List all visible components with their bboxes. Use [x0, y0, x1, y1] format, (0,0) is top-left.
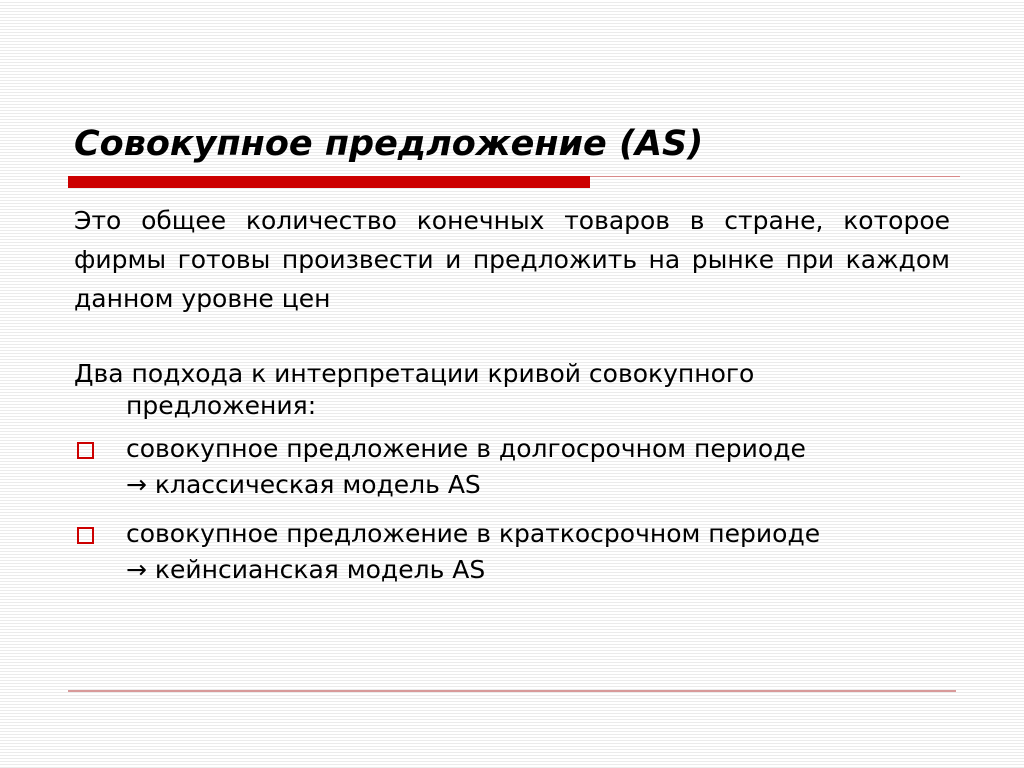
- hollow-square-bullet-icon: [77, 527, 94, 544]
- list-item-subtext: → кейнсианская модель AS: [126, 555, 486, 584]
- title-underline-accent-bar: [68, 176, 590, 188]
- footer-divider: [68, 690, 956, 692]
- list-item-long-run: [74, 431, 950, 503]
- list-item-subtext: → классическая модель AS: [126, 470, 481, 499]
- slide-body: [74, 201, 950, 601]
- hollow-square-bullet-icon: [77, 442, 94, 459]
- list-item-short-run: [74, 516, 950, 588]
- slide-title: Совокупное предложение (AS): [74, 124, 704, 164]
- title-underline: [68, 176, 960, 188]
- definition-paragraph: Это общее количество конечных товаров в стране, которое фирмы готовы произвести и предложить на рынке при каждом данном уровне цен: [74, 206, 950, 313]
- approaches-intro: Два подхода к интерпретации кривой совокупного предложения:: [74, 359, 755, 420]
- list-item-text: совокупное предложение в долгосрочном периоде: [126, 434, 806, 463]
- list-item-text: совокупное предложение в краткосрочном периоде: [126, 519, 821, 548]
- approaches-list: [74, 431, 950, 588]
